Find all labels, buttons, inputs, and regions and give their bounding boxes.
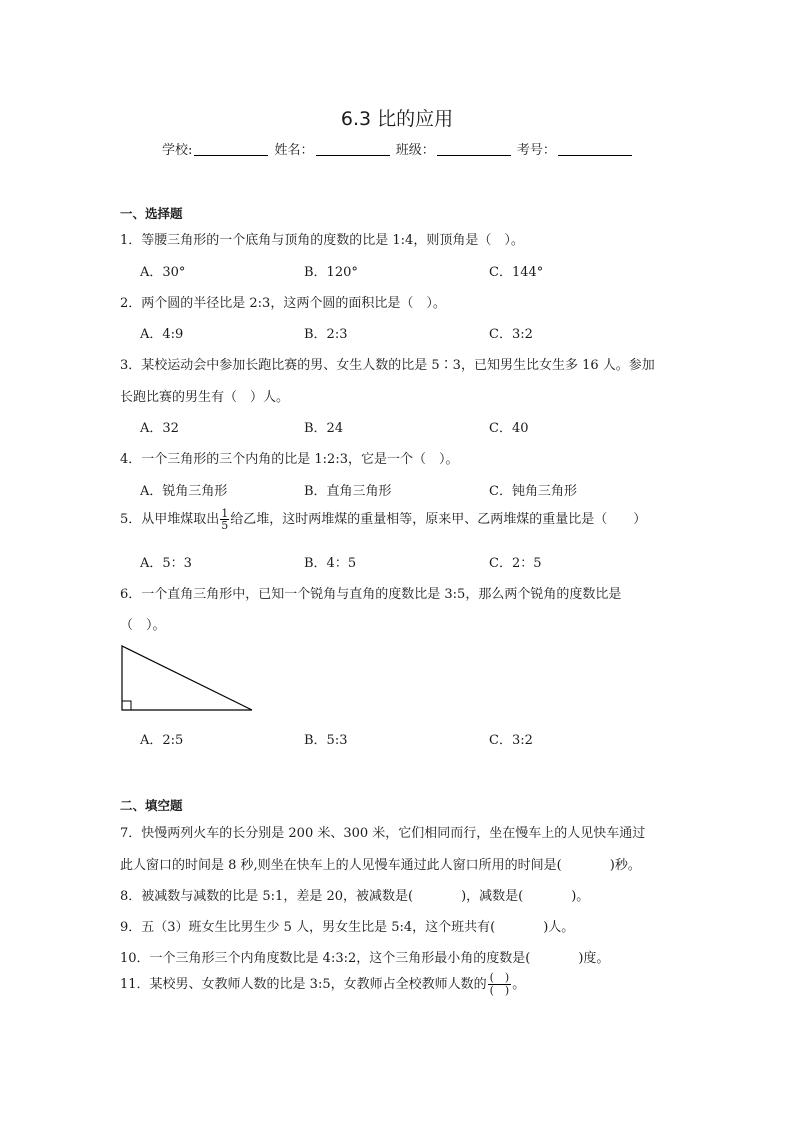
question-8-post: )。 — [571, 889, 590, 904]
question-9-post: )人。 — [543, 920, 575, 935]
question-4-option-a: A．锐角三角形 — [140, 484, 228, 499]
question-5-pre: 5．从甲堆煤取出 — [120, 512, 220, 527]
question-3-line-1: 3．某校运动会中参加长跑比赛的男、女生人数的比是 5∶3，已知男生比女生多 16 人。参加 — [120, 358, 655, 373]
question-5-option-b: B．4：5 — [304, 556, 357, 571]
name-label: 姓名： — [274, 143, 314, 158]
fraction-numerator: 1 — [221, 507, 229, 520]
section-heading-choice: 一、选择题 — [120, 206, 183, 221]
student-info-line — [162, 139, 634, 158]
fraction-denominator-blank: ( ) — [489, 984, 510, 997]
triangle-outline — [122, 646, 252, 710]
section-heading-fill-blank: 二、填空题 — [120, 798, 183, 813]
question-2-option-b: B．2:3 — [304, 327, 348, 342]
fraction-numerator-blank: ( ) — [489, 971, 510, 984]
question-5-option-a: A．5：3 — [140, 556, 192, 571]
question-10-pre: 10．一个三角形三个内角度数比是 4:3:2，这个三角形最小角的度数是( — [120, 951, 531, 966]
question-5-text — [120, 508, 646, 531]
number-blank[interactable] — [558, 143, 632, 156]
question-11-pre: 11．某校男、女教师人数的比是 3:5，女教师占全校教师人数的 — [120, 977, 487, 992]
fraction-denominator: 5 — [221, 519, 229, 532]
question-3-option-c: C．40 — [489, 421, 529, 436]
question-2-text: 2．两个圆的半径比是 2:3，这两个圆的面积比是（ ）。 — [120, 296, 446, 311]
question-7-line-2 — [120, 854, 641, 873]
question-10-post: )度。 — [578, 951, 610, 966]
question-8-text — [120, 885, 589, 904]
question-10-text — [120, 947, 609, 966]
question-8-pre: 8．被减数与减数的比是 5:1，差是 20，被减数是( — [120, 889, 414, 904]
question-5-option-c: C．2：5 — [489, 556, 542, 571]
question-4-text: 4．一个三角形的三个内角的比是 1:2:3，它是一个（ ）。 — [120, 452, 459, 467]
class-label: 班级： — [395, 143, 435, 158]
question-9-pre: 9．五（3）班女生比男生少 5 人，男女生比是 5:4，这个班共有( — [120, 920, 496, 935]
question-2-option-a: A．4:9 — [140, 327, 184, 342]
question-11-text — [120, 972, 525, 997]
question-8-mid: )，减数是( — [461, 889, 524, 904]
question-4-option-b: B．直角三角形 — [304, 484, 392, 499]
name-blank[interactable] — [316, 143, 390, 156]
question-1-text: 1．等腰三角形的一个底角与顶角的度数的比是 1:4，则顶角是（ ）。 — [120, 233, 524, 248]
fraction-blank[interactable] — [488, 972, 512, 997]
class-blank[interactable] — [437, 143, 511, 156]
school-label: 学校: — [162, 143, 193, 158]
question-4-option-c: C．钝角三角形 — [489, 484, 577, 499]
question-3-option-b: B．24 — [304, 421, 344, 436]
question-7-line-1: 7．快慢两列火车的长分别是 200 米、300 米，它们相同而行，坐在慢车上的人见快车通过 — [120, 826, 646, 841]
number-label: 考号： — [516, 143, 556, 158]
page-title: 6.3 比的应用 — [340, 108, 454, 130]
question-6-line-2: （ ）。 — [120, 618, 166, 633]
question-1-option-b: B．120° — [304, 265, 358, 280]
right-angle-marker — [122, 701, 131, 710]
question-7-post: )秒。 — [609, 858, 641, 873]
question-11-post: 。 — [512, 977, 526, 992]
question-9-text — [120, 916, 574, 935]
right-triangle-figure — [119, 644, 255, 714]
question-1-option-a: A．30° — [140, 265, 186, 280]
question-6-option-c: C．3:2 — [489, 733, 533, 748]
question-6-option-b: B．5:3 — [304, 733, 348, 748]
fraction-one-fifth — [220, 508, 229, 531]
school-blank[interactable] — [194, 143, 268, 156]
question-5-post: 给乙堆，这时两堆煤的重量相等，原来甲、乙两堆煤的重量比是（ ） — [230, 512, 647, 527]
question-3-line-2: 长跑比赛的男生有（ ）人。 — [120, 390, 290, 405]
question-1-option-c: C．144° — [489, 265, 544, 280]
question-2-option-c: C．3:2 — [489, 327, 533, 342]
question-7-pre: 此人窗口的时间是 8 秒,则坐在快车上的人见慢车通过此人窗口所用的时间是( — [120, 858, 562, 873]
question-6-line-1: 6．一个直角三角形中，已知一个锐角与直角的度数比是 3:5，那么两个锐角的度数比是 — [120, 587, 622, 602]
question-6-option-a: A．2:5 — [140, 733, 184, 748]
question-3-option-a: A．32 — [140, 421, 179, 436]
